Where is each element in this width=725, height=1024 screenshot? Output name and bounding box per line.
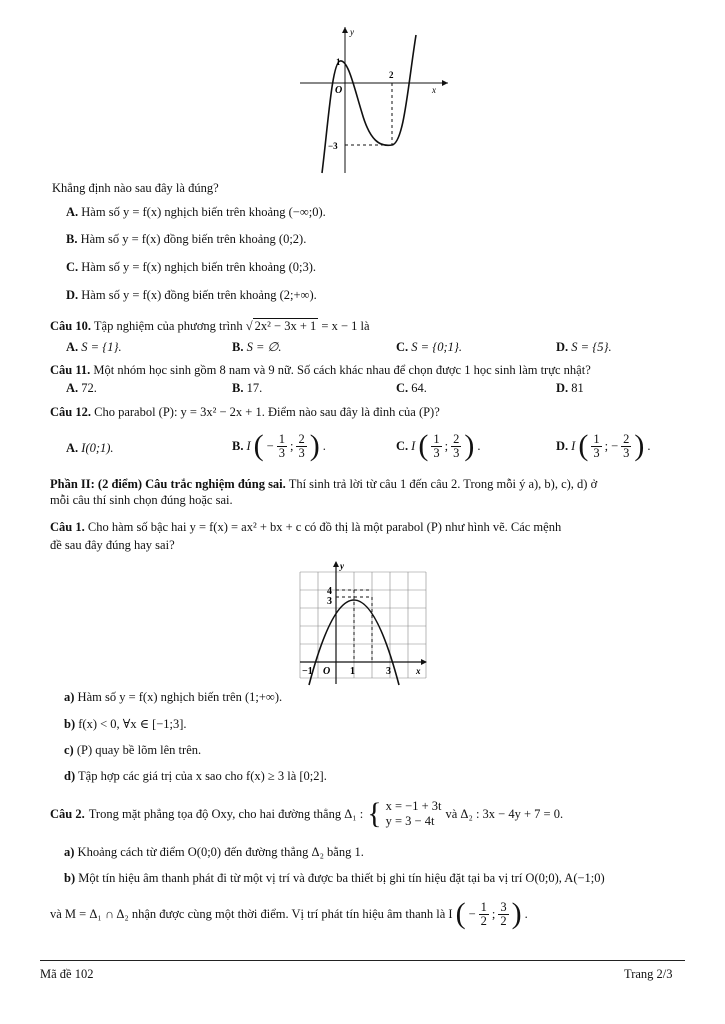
q10-option-c[interactable]: C. S = {0;1}. <box>396 340 463 354</box>
q12-stem: Câu 12. Cho parabol (P): y = 3x² − 2x + 1. Điểm nào sau đây là đỉnh của (P)? <box>50 405 440 419</box>
p2q1-item-d[interactable]: d) Tập hợp các giá trị của x sao cho f(x) ≥ 3 là [0;2]. <box>64 769 327 783</box>
parabola-graph <box>298 560 428 686</box>
graph2-x-label: x <box>416 666 421 676</box>
part2-heading: Phần II: (2 điểm) Câu trắc nghiệm đúng sai. Thí sinh trả lời từ câu 1 đến câu 2. Trong mỗi ý a), b), c), d) ở <box>50 477 598 491</box>
q10-option-a[interactable]: A. S = {1}. <box>66 340 122 354</box>
p2q1-item-c[interactable]: c) (P) quay bề lõm lên trên. <box>64 743 202 757</box>
q12-option-d[interactable]: D. I ( 1 3 ; − $\frac{2}{3}$ ) . <box>556 429 651 462</box>
graph2-three-x: 3 <box>386 666 391 677</box>
graph2-four: 4 <box>327 586 332 597</box>
q11-option-d[interactable]: D. 81 <box>556 381 584 395</box>
graph1-origin: O <box>335 85 343 96</box>
graph2-y-label: y <box>340 561 344 571</box>
q11-stem: Câu 11. Một nhóm học sinh gồm 8 nam và 9 nữ. Số cách khác nhau để chọn được 1 học sinh làm trực nhật? <box>50 363 591 377</box>
q12-option-b[interactable]: B. I ( − $\frac{1}{3}$ ; 2 3 ) . <box>232 429 326 462</box>
graph2-y-arrow <box>333 561 339 567</box>
p2q2-item-a[interactable]: a) Khoảng cách từ điểm O(0;0) đến đường thẳng Δ₂ bằng 1. <box>64 845 364 859</box>
part2-heading-cont: mỗi câu thí sinh chọn đúng hoặc sai. <box>50 493 233 507</box>
graph2-minus-one: −1 <box>302 666 313 677</box>
graph2-one: 1 <box>350 666 355 677</box>
graph1-x-label: x <box>432 85 436 95</box>
p2q1-item-a[interactable]: a) Hàm số y = f(x) nghịch biến trên (1;+∞). <box>64 690 283 704</box>
graph1-y-arrow <box>342 27 348 33</box>
footer-page-number: Trang 2/3 <box>624 967 673 981</box>
graph2-origin: O <box>323 666 331 677</box>
q12-option-a[interactable]: A. I(0;1). <box>66 441 114 455</box>
q10-radicand: 2x² − 3x + 1 <box>254 319 317 333</box>
q12-option-c[interactable]: C. I ( 1 3 ; 2 3 ) . <box>396 429 481 462</box>
p2q2-system-line1: x = −1 + 3t <box>385 799 442 813</box>
q10-option-d[interactable]: D. S = {5}. <box>556 340 612 354</box>
q9-option-c[interactable]: C. Hàm số y = f(x) nghịch biến trên khoảng (0;3). <box>66 260 317 274</box>
q9-option-d[interactable]: D. Hàm số y = f(x) đồng biến trên khoảng (2;+∞). <box>66 288 317 302</box>
q9-prompt: Khẳng định nào sau đây là đúng? <box>52 181 219 195</box>
p2q1-stem-cont: đề sau đây đúng hay sai? <box>50 538 175 552</box>
p2q2-item-b-cont: và M = Δ₁ ∩ Δ₂ nhận được cùng một thời điểm. Vị trí phát tín hiệu âm thanh là I ( − $\frac{1}{2}$ ; 3 2 ) . <box>50 897 528 930</box>
p2q2-system-line2: y = 3 − 4t <box>385 814 435 828</box>
q11-option-b[interactable]: B. 17. <box>232 381 263 395</box>
graph1-x-arrow <box>442 80 448 86</box>
p2q2-stem: Câu 2. Trong mặt phẳng tọa độ Oxy, cho hai đường thẳng Δ₁ : { x = −1 + 3t y = 3 − 4t và Δ₂ : 3x − 4y + 7 = 0. <box>50 797 564 830</box>
q11-option-c[interactable]: C. 64. <box>396 381 427 395</box>
footer-exam-code: Mã đề 102 <box>40 967 94 981</box>
graph1-y-label: y <box>350 27 354 37</box>
q10-stem: Câu 10. Tập nghiệm của phương trình √ 2x² − 3x + 1 = x − 1 là <box>50 319 370 333</box>
graph1-x-two: 2 <box>389 70 394 80</box>
graph1-y-minus-three: −3 <box>328 141 338 151</box>
q11-option-a[interactable]: A. 72. <box>66 381 97 395</box>
p2q1-stem: Câu 1. Cho hàm số bậc hai y = f(x) = ax² + bx + c có đồ thị là một parabol (P) như hình vẽ. Các mệnh <box>50 520 562 534</box>
footer-rule <box>40 960 685 961</box>
q10-option-b[interactable]: B. S = ∅. <box>232 340 282 354</box>
p2q1-item-b[interactable]: b) f(x) < 0, ∀x ∈ [−1;3]. <box>64 717 187 731</box>
cubic-graph <box>300 25 450 175</box>
p2q2-item-b[interactable]: b) Một tín hiệu âm thanh phát đi từ một vị trí và được ba thiết bị ghi tín hiệu đặt tại ba vị trí O(0;0), A(−1;0) <box>64 871 605 885</box>
q9-option-a[interactable]: A. Hàm số y = f(x) nghịch biến trên khoảng (−∞;0). <box>66 205 326 219</box>
q9-option-b[interactable]: B. Hàm số y = f(x) đồng biến trên khoảng (0;2). <box>66 232 307 246</box>
graph1-y-one: 1 <box>336 57 341 67</box>
graph1-curve <box>322 35 416 173</box>
graph2-three: 3 <box>327 596 332 607</box>
